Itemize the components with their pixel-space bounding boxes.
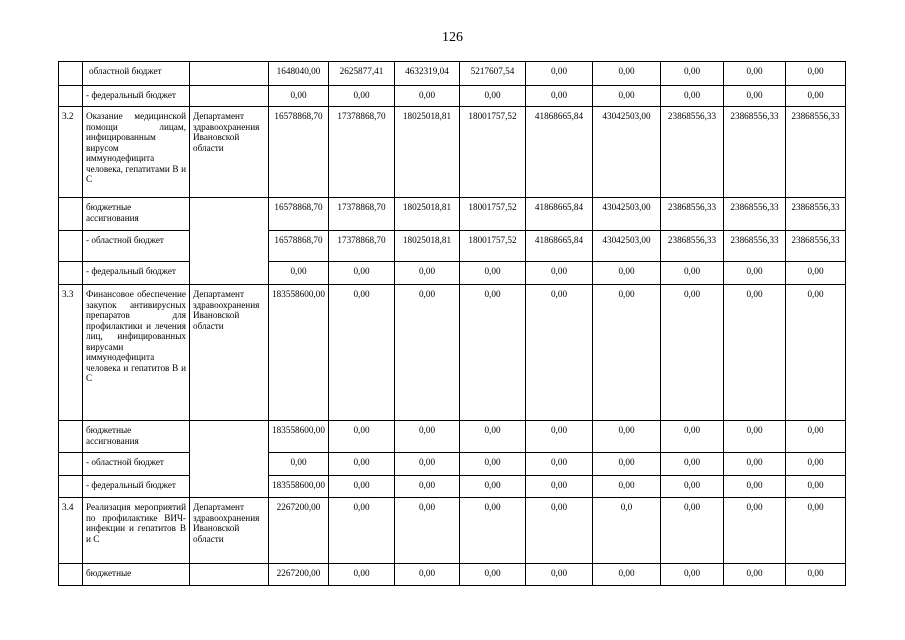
value-cell: 18001757,52 [460, 231, 526, 262]
row-number-cell [59, 231, 83, 262]
value-cell: 41868665,84 [526, 107, 593, 198]
value-cell: 0,00 [329, 498, 395, 564]
department-cell [190, 421, 269, 498]
value-cell: 0,00 [526, 564, 593, 586]
value-cell: 0,00 [593, 453, 661, 476]
table-row [59, 285, 846, 421]
budget-table [58, 61, 846, 586]
value-cell: 0,00 [724, 476, 786, 498]
department-cell: Департамент здравоохранения Ивановской области [190, 498, 269, 564]
row-number-cell [59, 198, 83, 231]
item-label-cell: - федеральный бюджет [83, 262, 190, 285]
value-cell: 0,00 [661, 498, 724, 564]
value-cell: 0,00 [329, 262, 395, 285]
value-cell: 0,00 [724, 453, 786, 476]
value-cell: 0,00 [329, 564, 395, 586]
item-label-cell: областной бюджет [83, 62, 190, 86]
value-cell: 0,0 [593, 498, 661, 564]
value-cell: 0,00 [661, 262, 724, 285]
value-cell: 0,00 [661, 476, 724, 498]
value-cell: 4632319,04 [395, 62, 460, 86]
row-number-cell: 3.4 [59, 498, 83, 564]
value-cell: 0,00 [329, 86, 395, 107]
value-cell: 16578868,70 [269, 107, 329, 198]
value-cell: 43042503,00 [593, 198, 661, 231]
value-cell: 0,00 [526, 453, 593, 476]
value-cell: 0,00 [593, 285, 661, 421]
value-cell: 0,00 [395, 498, 460, 564]
item-label-cell: бюджетные [83, 564, 190, 586]
value-cell: 0,00 [661, 86, 724, 107]
table-row [59, 498, 846, 564]
value-cell: 0,00 [460, 498, 526, 564]
value-cell: 0,00 [593, 421, 661, 453]
table-row [59, 107, 846, 198]
table-row [59, 62, 846, 86]
department-cell: Департамент здравоохранения Ивановской области [190, 285, 269, 421]
value-cell: 0,00 [526, 476, 593, 498]
value-cell: 41868665,84 [526, 231, 593, 262]
value-cell: 0,00 [526, 285, 593, 421]
value-cell: 0,00 [269, 453, 329, 476]
table-row [59, 262, 846, 285]
value-cell: 183558600,00 [269, 285, 329, 421]
value-cell: 2267200,00 [269, 564, 329, 586]
value-cell: 0,00 [269, 86, 329, 107]
value-cell: 16578868,70 [269, 198, 329, 231]
value-cell: 0,00 [724, 564, 786, 586]
value-cell: 0,00 [786, 453, 846, 476]
department-cell: Департамент здравоохранения Ивановской области [190, 107, 269, 198]
value-cell: 0,00 [593, 476, 661, 498]
value-cell: 0,00 [724, 262, 786, 285]
value-cell: 0,00 [724, 62, 786, 86]
value-cell: 23868556,33 [724, 198, 786, 231]
value-cell: 43042503,00 [593, 107, 661, 198]
value-cell: 18001757,52 [460, 198, 526, 231]
value-cell: 16578868,70 [269, 231, 329, 262]
value-cell: 0,00 [786, 86, 846, 107]
value-cell: 23868556,33 [786, 231, 846, 262]
item-label-cell: - федеральный бюджет [83, 476, 190, 498]
value-cell: 0,00 [395, 421, 460, 453]
value-cell: 18025018,81 [395, 198, 460, 231]
value-cell: 183558600,00 [269, 476, 329, 498]
value-cell: 0,00 [724, 498, 786, 564]
value-cell: 0,00 [593, 564, 661, 586]
table-row [59, 421, 846, 453]
value-cell: 0,00 [526, 86, 593, 107]
item-label-cell: - федеральный бюджет [83, 86, 190, 107]
table-row [59, 86, 846, 107]
value-cell: 5217607,54 [460, 62, 526, 86]
table-row [59, 564, 846, 586]
value-cell: 23868556,33 [661, 198, 724, 231]
value-cell: 0,00 [786, 498, 846, 564]
item-label-cell: Оказание медицинской помощи лицам, инфицированным вирусом иммунодефицита человека, гепатитами В и С [83, 107, 190, 198]
item-label-cell: бюджетные ассигнования [83, 421, 190, 453]
value-cell: 41868665,84 [526, 198, 593, 231]
value-cell: 0,00 [460, 564, 526, 586]
value-cell: 0,00 [395, 285, 460, 421]
value-cell: 0,00 [593, 262, 661, 285]
row-number-cell [59, 62, 83, 86]
value-cell: 2625877,41 [329, 62, 395, 86]
department-cell [190, 564, 269, 586]
value-cell: 0,00 [460, 86, 526, 107]
value-cell: 0,00 [724, 86, 786, 107]
value-cell: 0,00 [661, 421, 724, 453]
value-cell: 18025018,81 [395, 107, 460, 198]
value-cell: 0,00 [460, 285, 526, 421]
value-cell: 0,00 [395, 86, 460, 107]
value-cell: 0,00 [786, 262, 846, 285]
value-cell: 0,00 [661, 62, 724, 86]
value-cell: 0,00 [786, 564, 846, 586]
department-cell [190, 198, 269, 285]
value-cell: 0,00 [724, 421, 786, 453]
value-cell: 0,00 [526, 62, 593, 86]
value-cell: 0,00 [395, 262, 460, 285]
item-label-cell: - областной бюджет [83, 231, 190, 262]
value-cell: 0,00 [395, 453, 460, 476]
value-cell: 0,00 [395, 564, 460, 586]
value-cell: 18001757,52 [460, 107, 526, 198]
value-cell: 0,00 [526, 498, 593, 564]
row-number-cell: 3.2 [59, 107, 83, 198]
value-cell: 17378868,70 [329, 231, 395, 262]
table-row [59, 476, 846, 498]
table-row [59, 453, 846, 476]
row-number-cell [59, 262, 83, 285]
row-number-cell [59, 476, 83, 498]
row-number-cell: 3.3 [59, 285, 83, 421]
item-label-cell: Реализация мероприятий по профилактике ВИЧ-инфекции и гепатитов В и С [83, 498, 190, 564]
department-cell [190, 62, 269, 86]
value-cell: 0,00 [661, 285, 724, 421]
value-cell: 0,00 [460, 476, 526, 498]
row-number-cell [59, 86, 83, 107]
row-number-cell [59, 453, 83, 476]
value-cell: 0,00 [460, 421, 526, 453]
value-cell: 23868556,33 [661, 107, 724, 198]
value-cell: 0,00 [786, 476, 846, 498]
value-cell: 0,00 [329, 453, 395, 476]
table-row [59, 231, 846, 262]
value-cell: 23868556,33 [724, 107, 786, 198]
value-cell: 23868556,33 [724, 231, 786, 262]
value-cell: 0,00 [661, 564, 724, 586]
department-cell [190, 86, 269, 107]
value-cell: 0,00 [526, 262, 593, 285]
value-cell: 183558600,00 [269, 421, 329, 453]
value-cell: 0,00 [724, 285, 786, 421]
value-cell: 0,00 [329, 421, 395, 453]
item-label-cell: - областной бюджет [83, 453, 190, 476]
row-number-cell [59, 564, 83, 586]
value-cell: 2267200,00 [269, 498, 329, 564]
value-cell: 0,00 [460, 262, 526, 285]
value-cell: 0,00 [786, 62, 846, 86]
value-cell: 23868556,33 [786, 107, 846, 198]
value-cell: 0,00 [786, 421, 846, 453]
value-cell: 0,00 [593, 62, 661, 86]
table-row [59, 198, 846, 231]
value-cell: 0,00 [526, 421, 593, 453]
value-cell: 17378868,70 [329, 107, 395, 198]
value-cell: 0,00 [395, 476, 460, 498]
value-cell: 0,00 [269, 262, 329, 285]
value-cell: 0,00 [661, 453, 724, 476]
item-label-cell: бюджетные ассигнования [83, 198, 190, 231]
page-number: 126 [442, 30, 463, 45]
value-cell: 17378868,70 [329, 198, 395, 231]
value-cell: 43042503,00 [593, 231, 661, 262]
value-cell: 23868556,33 [661, 231, 724, 262]
item-label-cell: Финансовое обеспечение закупок антивирусных препаратов для профилактики и лечения лиц, инфицированных вирусами иммунодефицита человека и гепатитов В и С [83, 285, 190, 421]
value-cell: 0,00 [460, 453, 526, 476]
row-number-cell [59, 421, 83, 453]
value-cell: 0,00 [786, 285, 846, 421]
value-cell: 1648040,00 [269, 62, 329, 86]
value-cell: 23868556,33 [786, 198, 846, 231]
value-cell: 18025018,81 [395, 231, 460, 262]
value-cell: 0,00 [329, 476, 395, 498]
value-cell: 0,00 [593, 86, 661, 107]
value-cell: 0,00 [329, 285, 395, 421]
